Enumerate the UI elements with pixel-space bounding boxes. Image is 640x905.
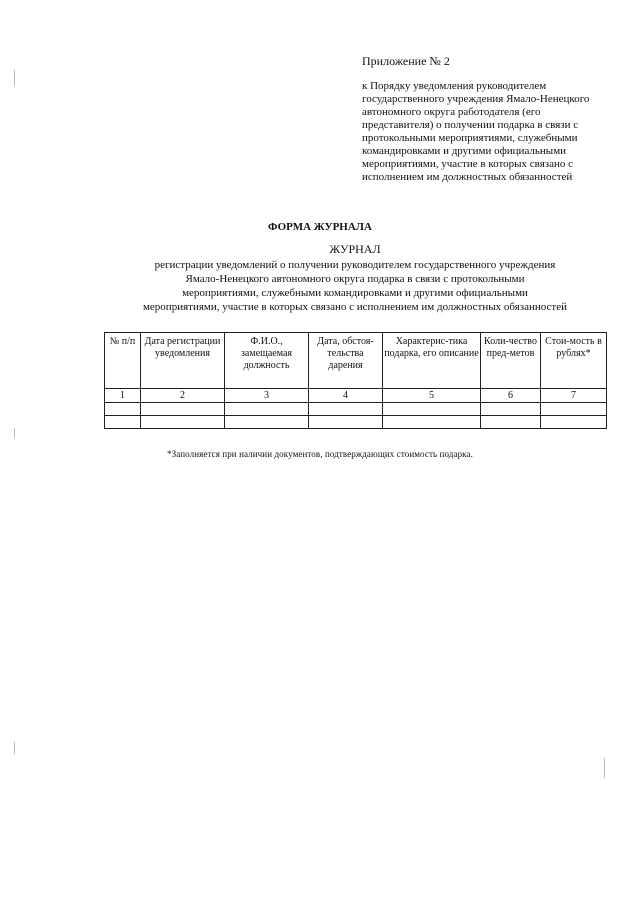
table-cell: 5 xyxy=(383,389,481,403)
table-cell xyxy=(383,403,481,416)
table-cell xyxy=(541,416,607,429)
journal-description xyxy=(105,258,605,314)
scan-artifact-line xyxy=(14,742,15,754)
appendix-block xyxy=(362,54,612,184)
table-cell: 7 xyxy=(541,389,607,403)
appendix-body: к Порядку уведомления руководителем государственного учреждения Ямало-Ненецкого автономного округа работодателя (его представителя) о получении подарка в связи с протокольными мероприятиями, служебными командировками и другими официальными мероприятиями, участие в которых связано с исполнением им должностных обязанностей xyxy=(362,80,590,183)
appendix-title: Приложение № 2 xyxy=(362,54,450,68)
table-cell xyxy=(309,403,383,416)
table-cell: 4 xyxy=(309,389,383,403)
table-row-column-numbers xyxy=(105,389,607,403)
registration-table xyxy=(104,332,607,429)
column-header-cost: Стои-мость в рублях* xyxy=(541,333,607,389)
table-cell xyxy=(105,416,141,429)
table-cell xyxy=(481,416,541,429)
column-header-gift-description: Характерис-тика подарка, его описание xyxy=(383,333,481,389)
journal-description-line: мероприятиями, служебными командировками и другими официальными xyxy=(182,287,528,299)
table-cell: 1 xyxy=(105,389,141,403)
scan-artifact-line xyxy=(604,758,605,778)
table-cell xyxy=(383,416,481,429)
table-cell xyxy=(225,403,309,416)
table-cell xyxy=(105,403,141,416)
form-heading: ФОРМА ЖУРНАЛА xyxy=(268,221,372,233)
column-header-quantity: Коли-чество пред-метов xyxy=(481,333,541,389)
column-header-gift-date-circumstances: Дата, обстоя-тельства дарения xyxy=(309,333,383,389)
journal-description-line: мероприятиями, участие в которых связано с исполнением им должностных обязанностей xyxy=(142,301,568,313)
table-cell xyxy=(141,403,225,416)
table-cell xyxy=(225,416,309,429)
table-row xyxy=(105,403,607,416)
table-header-row xyxy=(105,333,607,389)
scan-artifact-line xyxy=(14,428,15,438)
table-row xyxy=(105,416,607,429)
column-header-registration-date: Дата регистрации уведомления xyxy=(141,333,225,389)
table-cell xyxy=(481,403,541,416)
journal-description-line: Ямало-Ненецкого автономного округа подарка в связи с протокольными xyxy=(185,273,525,285)
scan-artifact-line xyxy=(14,70,15,86)
journal-description-line: регистрации уведомлений о получении руководителем государственного учреждения xyxy=(154,259,556,271)
table-cell xyxy=(141,416,225,429)
table-cell: 6 xyxy=(481,389,541,403)
column-header-number: № п/п xyxy=(105,333,141,389)
journal-title: ЖУРНАЛ xyxy=(329,242,381,256)
table-cell: 3 xyxy=(225,389,309,403)
table-cell xyxy=(309,416,383,429)
table-cell: 2 xyxy=(141,389,225,403)
table-cell xyxy=(541,403,607,416)
column-header-full-name-position: Ф.И.О., замещаемая должность xyxy=(225,333,309,389)
footnote: *Заполняется при наличии документов, подтверждающих стоимость подарка. xyxy=(167,449,473,459)
